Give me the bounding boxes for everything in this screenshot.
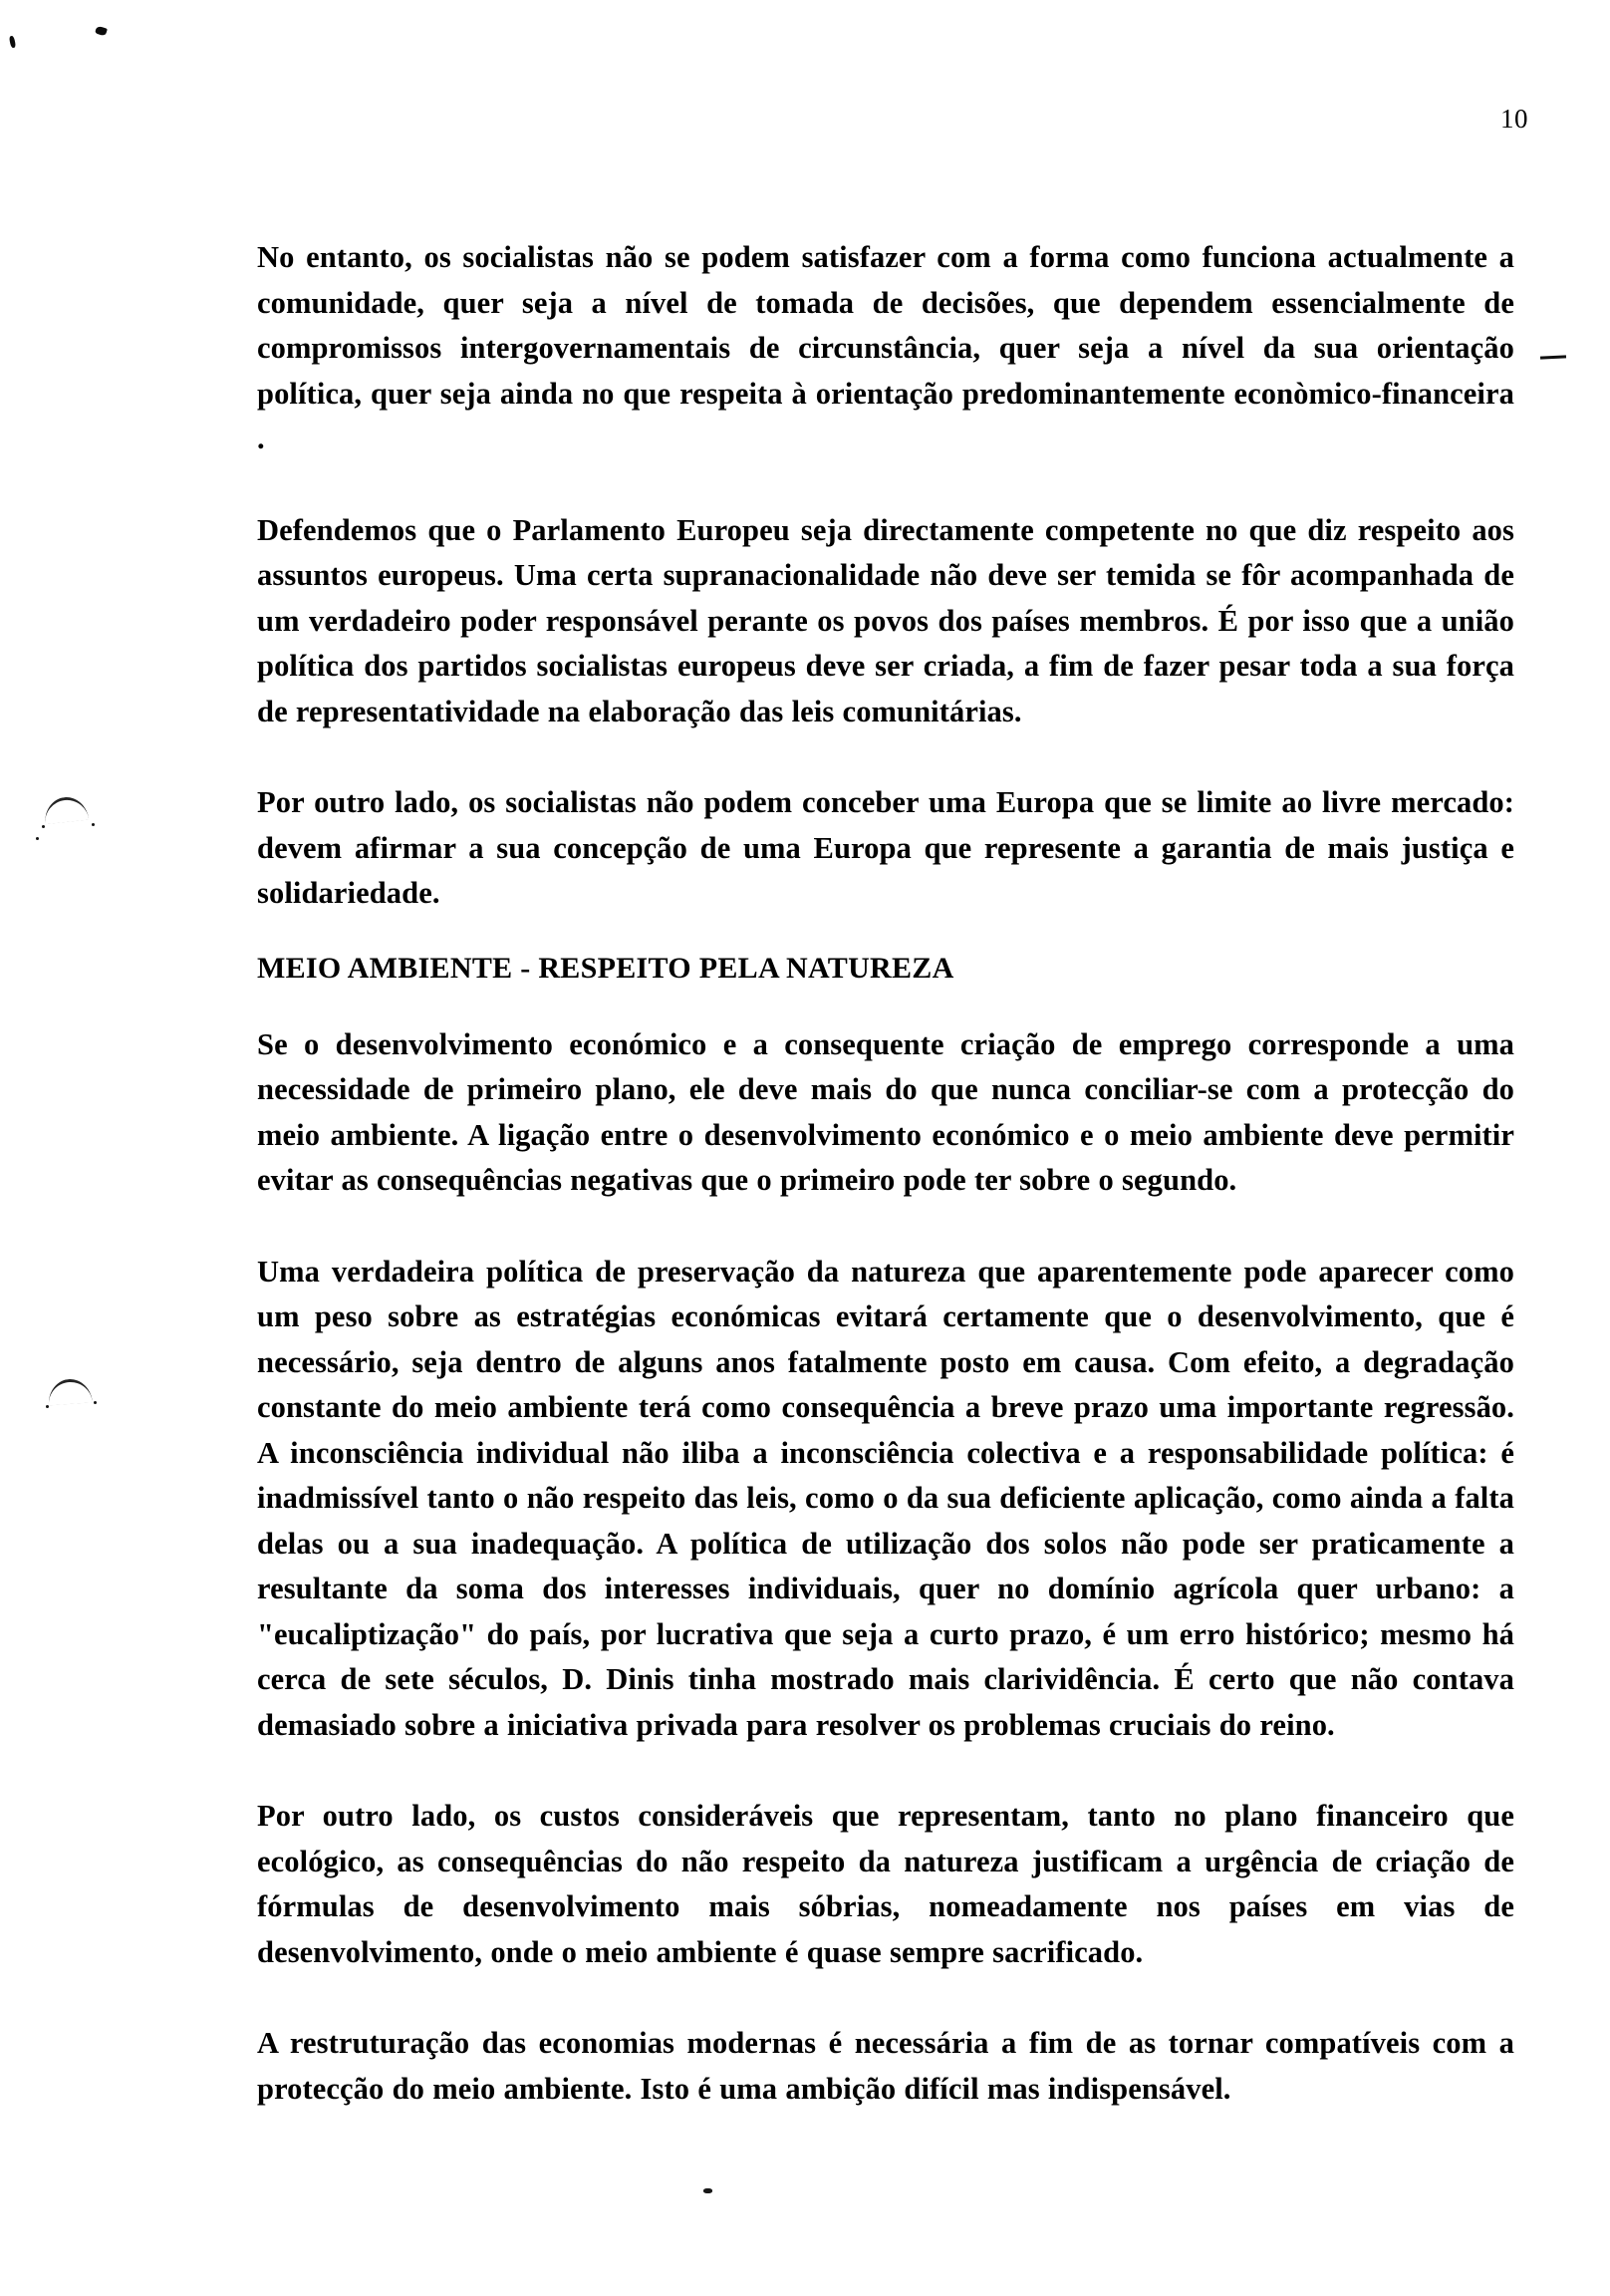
- section-heading-meio-ambiente: MEIO AMBIENTE - RESPEITO PELA NATUREZA: [257, 951, 954, 985]
- margin-smudge-dot-icon: [94, 1401, 97, 1404]
- paragraph-por-outro-lado-europa: Por outro lado, os socialistas não podem conceber uma Europa que se limite ao livre mercado: devem afirmar a sua concepção de uma Europa que represente a garantia de mais justiça e solidariedade.: [257, 785, 1514, 910]
- paragraph-preservacao-natureza: Uma verdadeira política de preservação da natureza que aparentemente pode aparecer como um peso sobre as estratégias económicas evitará certamente que o desenvolvimento, que é necessário, seja dentro de alguns anos fatalmente posto em causa. Com efeito, a degradação constante do meio ambiente terá como consequência a breve prazo uma importante regressão. A inconsciência individual não iliba a inconsciência colectiva e a responsabilidade política: é inadmissível tanto o não respeito das leis, como o da sua deficiente aplicação, como ainda a falta delas ou a sua inadequação. A política de utilização dos solos não pode ser praticamente a resultante da soma dos interesses individuais, quer no domínio agrícola quer urbano: a "eucaliptização" do país, por lucrativa que seja a curto prazo, é um erro histórico; mesmo há cerca de sete séculos, D. Dinis tinha mostrado mais clarividência. É certo que não contava demasiado sobre a iniciativa privada para resolver os problemas cruciais do reino.: [257, 1254, 1514, 1742]
- scan-speck-icon: [95, 25, 108, 36]
- scan-speck-icon: [703, 2188, 712, 2193]
- paragraph-desenvolvimento-economico: Se o desenvolvimento económico e a consequente criação de emprego corresponde a uma necessidade de primeiro plano, ele deve mais do que nunca conciliar-se com a protecção do meio ambiente. A ligação entre o desenvolvimento económico e o meio ambiente deve permitir evitar as consequências negativas que o primeiro pode ter sobre o segundo.: [257, 1026, 1514, 1197]
- paragraph-custos-consideraveis: Por outro lado, os custos consideráveis que representam, tanto no plano financeiro que ecológico, as consequências do não respeito da natureza justificam a urgência de criação de fórmulas de desenvolvimento mais sóbrias, nomeadamente nos países em vias de desenvolvimento, onde o meio ambiente é quase sempre sacrificado.: [257, 1799, 1514, 1969]
- page-number: 10: [1500, 104, 1528, 134]
- margin-smudge-icon: [47, 1377, 93, 1405]
- text-column: [257, 235, 1514, 2112]
- margin-mark-icon: [1540, 355, 1566, 359]
- paragraph-restruturacao: A restruturação das economias modernas é necessária a fim de as tornar compatíveis com a protecção do meio ambiente. Isto é uma ambição difícil mas indispensável.: [257, 2026, 1514, 2106]
- margin-smudge-dot-icon: [46, 1405, 49, 1408]
- margin-smudge-dot-icon: [92, 823, 95, 826]
- paragraph-defendemos: Defendemos que o Parlamento Europeu seja directamente competente no que diz respeito aos assuntos europeus. Uma certa supranacionalidade não deve ser temida se fôr acompanhada de um verdadeiro poder responsável perante os povos dos países membros. É por isso que a união política dos partidos socialistas europeus deve ser criada, a fim de fazer pesar toda a sua força de representatividade na elaboração das leis comunitárias.: [257, 512, 1514, 728]
- margin-smudge-dot-icon: [36, 837, 39, 840]
- paragraph-no-entanto: No entanto, os socialistas não se podem satisfazer com a forma como funciona actualmente a comunidade, quer seja a nível de tomada de decisões, que dependem essencialmente de compromissos intergovernamentais de circunstância, quer seja a nível da sua orientação política, quer seja ainda no que respeita à orientação predominantemente econòmico-financeira .: [257, 240, 1514, 455]
- margin-smudge-dot-icon: [42, 825, 45, 828]
- scan-speck-icon: [9, 36, 16, 49]
- margin-smudge-icon: [43, 795, 89, 824]
